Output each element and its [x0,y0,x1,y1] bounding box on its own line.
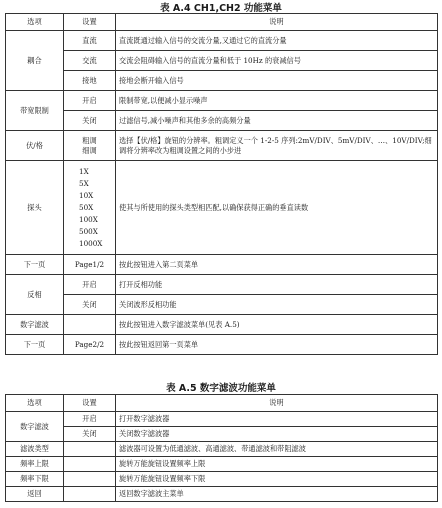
table-row [6,71,438,91]
option-next-page-1: 下一页 [6,255,64,275]
desc-upper-freq: 旋转万能旋钮设置频率上限 [116,457,438,472]
desc-invert-on: 打开反相功能 [116,275,438,295]
setting-invert-on: 开启 [64,275,116,295]
option-return: 返回 [6,487,64,502]
desc-ac: 交流会阻碍输入信号的直流分量和低于 10Hz 的衰减信号 [116,51,438,71]
desc-filter-on: 打开数字滤波器 [116,412,438,427]
option-next-page-2: 下一页 [6,335,64,355]
desc-probe: 使其与所使用的探头类型相匹配,以确保获得正确的垂直读数 [116,161,438,255]
setting-filter-off: 关闭 [64,427,116,442]
setting-digital-filter [64,315,116,335]
setting-filter-type [64,442,116,457]
option-digital-filter: 数字滤波 [6,412,64,442]
setting-ground: 接地 [64,71,116,91]
probe-setting: 1000X [79,238,103,248]
table-row [6,457,438,472]
option-coupling: 耦合 [6,31,64,91]
table-row [6,161,438,255]
probe-setting: 100X [79,214,98,224]
desc-next-page-1: 按此按钮进入第二页菜单 [116,255,438,275]
table-a5-caption: 表 A.5 数字滤波功能菜单 [166,383,276,394]
desc-lower-freq: 旋转万能旋钮设置频率下限 [116,472,438,487]
table-row [6,91,438,111]
desc-filter-type: 滤波器可设置为低通滤波、高通滤波、带通滤波和带阻滤波 [116,442,438,457]
desc-bw-off: 过滤信号,减小噪声和其他多余的高频分量 [116,111,438,131]
setting-filter-on: 开启 [64,412,116,427]
header-setting: 设置 [64,14,116,31]
header-description: 说明 [116,395,438,412]
setting-dc: 直流 [64,31,116,51]
table-row [6,427,438,442]
table-row [6,275,438,295]
setting-bw-off: 关闭 [64,111,116,131]
option-digital-filter: 数字滤波 [6,315,64,335]
probe-setting: 1X [79,166,89,176]
probe-setting: 500X [79,226,98,236]
option-upper-freq: 频率上限 [6,457,64,472]
probe-setting: 5X [79,178,89,188]
desc-volts-div: 选择【伏/格】旋钮的分辨率。粗调定义一个 1-2-5 序列:2mV/DIV、5mV/DIV、…、10V/DIV;细调将分辨率改为粗调设置之间的小步进 [116,131,438,161]
setting-coarse-fine: 粗调 细调 [64,131,116,161]
desc-filter-off: 关闭数字滤波器 [116,427,438,442]
table-a4-caption: 表 A.4 CH1,CH2 功能菜单 [160,3,282,14]
probe-setting: 10X [79,190,94,200]
setting-ac: 交流 [64,51,116,71]
setting-page2: Page2/2 [64,335,116,355]
table-row [6,131,438,161]
option-filter-type: 滤波类型 [6,442,64,457]
header-description: 说明 [116,14,438,31]
table-header-row [6,395,438,412]
header-setting: 设置 [64,395,116,412]
setting-return [64,487,116,502]
desc-next-page-2: 按此按钮返回第一页菜单 [116,335,438,355]
table-a5 [5,394,438,502]
desc-ground: 接地会断开输入信号 [116,71,438,91]
header-option: 选项 [6,395,64,412]
desc-invert-off: 关闭波形反相功能 [116,295,438,315]
table-row [6,335,438,355]
table-row [6,255,438,275]
setting-lower-freq [64,472,116,487]
desc-return: 返回数字滤波主菜单 [116,487,438,502]
setting-upper-freq [64,457,116,472]
desc-digital-filter: 按此按钮进入数字滤波菜单(见表 A.5) [116,315,438,335]
setting-invert-off: 关闭 [64,295,116,315]
option-bandwidth-limit: 带宽限制 [6,91,64,131]
table-a4 [5,13,438,355]
table-row [6,442,438,457]
table-row [6,412,438,427]
option-lower-freq: 频率下限 [6,472,64,487]
table-row [6,487,438,502]
desc-dc: 直流既通过输入信号的交流分量,又通过它的直流分量 [116,31,438,51]
desc-bw-on: 限制带宽,以便减小显示噪声 [116,91,438,111]
table-header-row [6,14,438,31]
option-invert: 反相 [6,275,64,315]
option-volts-div: 伏/格 [6,131,64,161]
option-probe: 探头 [6,161,64,255]
probe-setting: 50X [79,202,94,212]
table-row [6,472,438,487]
setting-bw-on: 开启 [64,91,116,111]
setting-page1: Page1/2 [64,255,116,275]
header-option: 选项 [6,14,64,31]
table-row [6,315,438,335]
table-row [6,51,438,71]
table-row [6,295,438,315]
table-row [6,31,438,51]
probe-settings-list [64,161,116,255]
table-row [6,111,438,131]
